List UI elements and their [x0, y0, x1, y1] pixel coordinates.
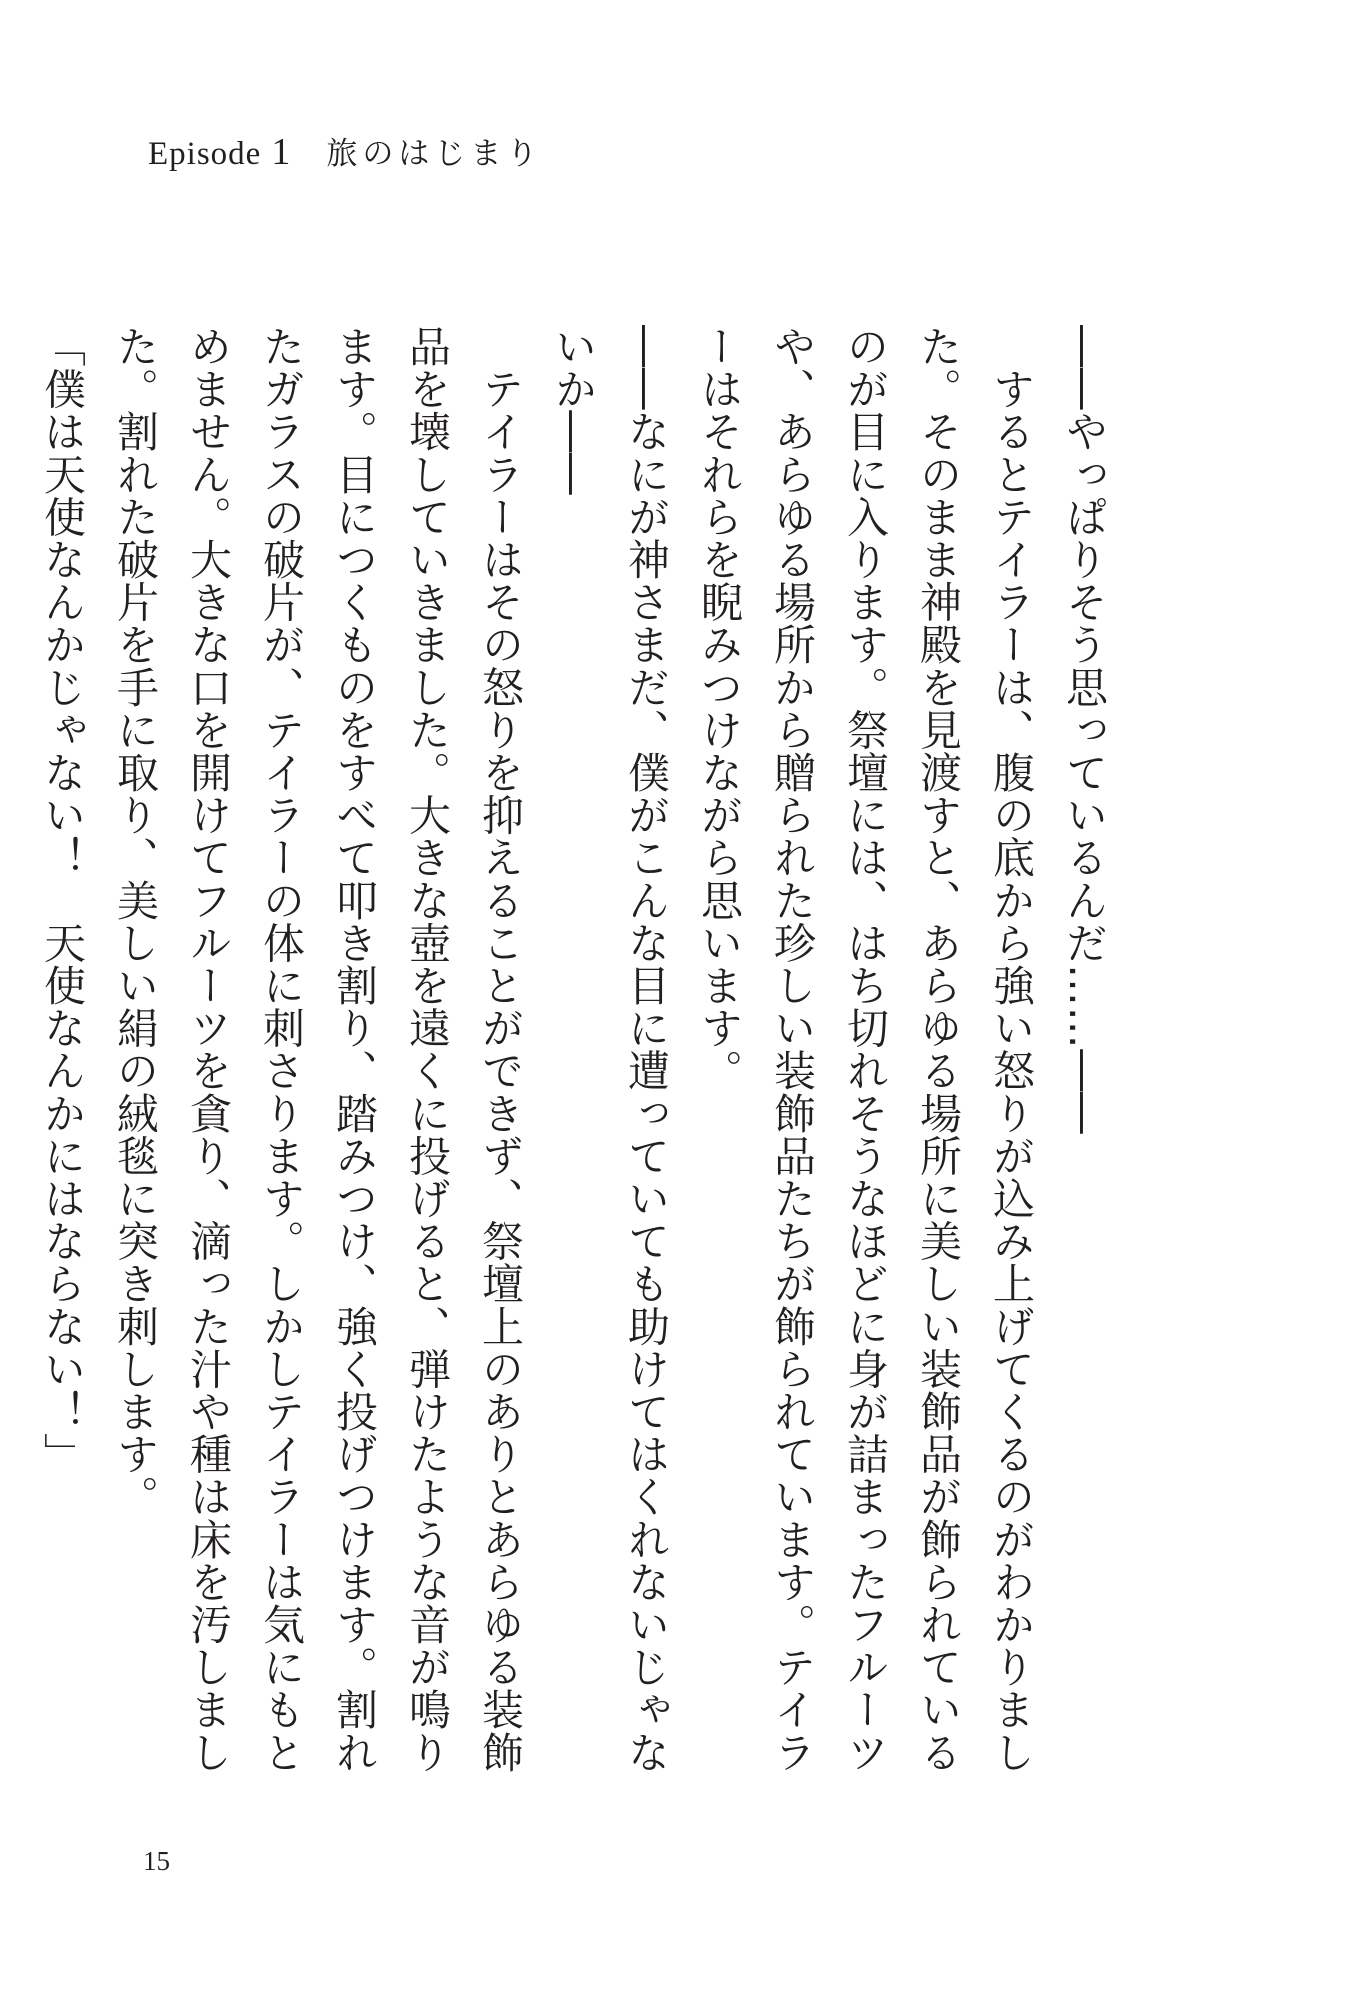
paragraph: ――なにが神さまだ、僕がこんな目に遭っていても助けてはくれないじゃないか――	[549, 325, 671, 1774]
running-head	[148, 128, 542, 188]
paragraph: するとテイラーは、腹の底から強い怒りが込み上げてくるのがわかりました。そのまま神殿を見渡すと、あらゆる場所に美しい装飾品が飾られているのが目に入ります。祭壇には、はち切れそうなほどに身が詰まったフルーツや、あらゆる場所から贈られた珍しい装飾品たちが飾られています。テイラーはそれらを睨みつけながら思います。	[695, 325, 1036, 1774]
paragraph: テイラーはその怒りを抑えることができず、祭壇上のありとあらゆる装飾品を壊していきました。大きな壺を遠くに投げると、弾けたような音が鳴ります。目につくものをすべて叩き割り、踏みつけ、強く投げつけます。割れたガラスの破片が、テイラーの体に刺さります。しかしテイラーは気にもとめません。大きな口を開けてフルーツを貪り、滴った汁や種は床を汚しました。割れた破片を手に取り、美しい絹の絨毯に突き刺します。	[111, 325, 525, 1774]
page-number: 15	[143, 1846, 170, 1876]
paragraph: ――やっぱりそう思っているんだ……――	[1060, 325, 1109, 1135]
paragraph: 「僕は天使なんかじゃない！ 天使なんかにはならない！」	[38, 325, 87, 1476]
body-text	[38, 325, 1121, 1805]
episode-number: 1	[271, 131, 291, 173]
chapter-title: 旅のはじまり	[326, 136, 543, 172]
episode-label: Episode	[148, 136, 262, 172]
